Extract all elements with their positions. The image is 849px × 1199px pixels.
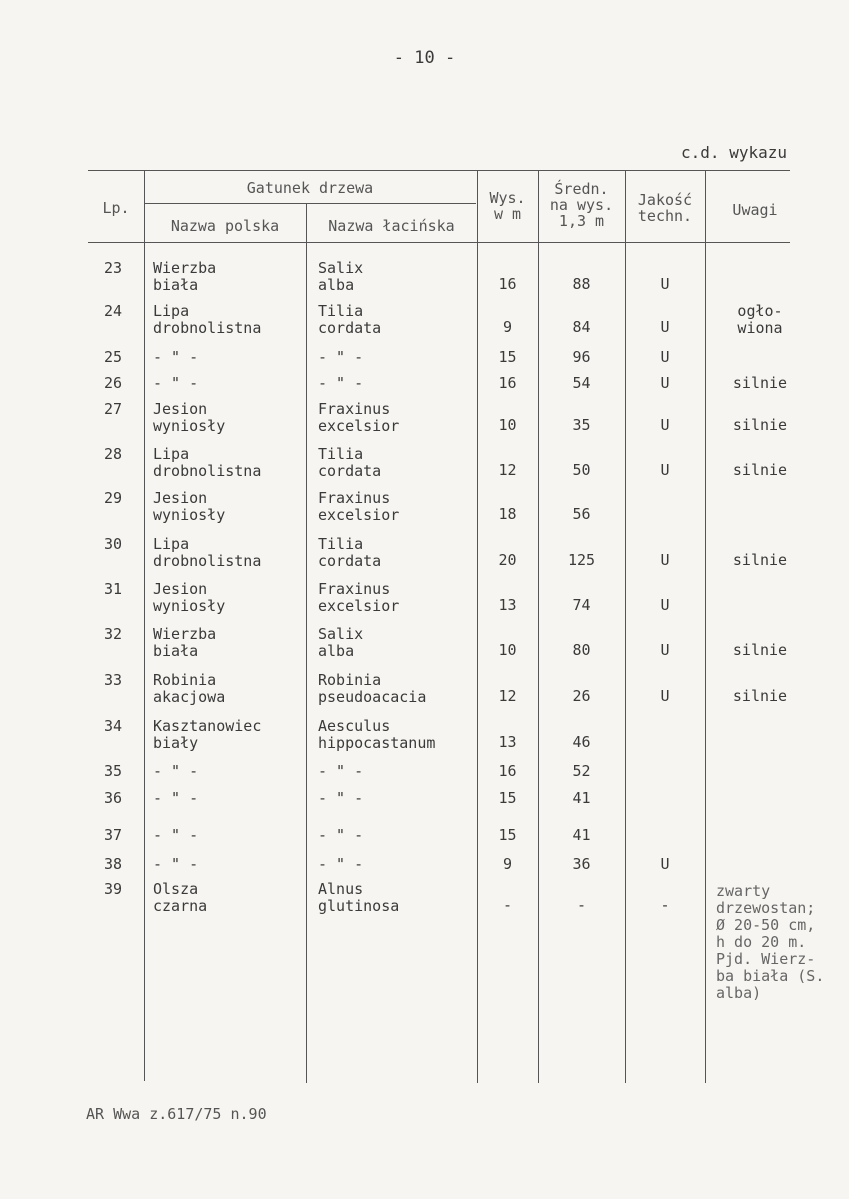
row-q: U (660, 318, 670, 336)
row-h: 12 (498, 687, 517, 705)
row-lat: Fraxinus excelsior (318, 580, 400, 615)
row-h: 18 (498, 505, 517, 523)
row-d: 54 (572, 374, 591, 392)
row-d: 41 (572, 789, 591, 807)
row-d: 46 (572, 733, 591, 751)
row-pl: Olsza czarna (153, 880, 208, 915)
row-lp: 26 (103, 374, 123, 392)
row-h: - (502, 896, 513, 914)
row-h: 12 (498, 461, 517, 479)
row-pl: - " - (153, 855, 199, 873)
row-h: 16 (498, 374, 517, 392)
row-r: ogło- wiona (737, 302, 783, 337)
row-h: 9 (502, 318, 513, 336)
row-h: 9 (502, 855, 513, 873)
row-lat: Fraxinus excelsior (318, 400, 400, 435)
row-pl: - " - (153, 789, 199, 807)
col-divider-polish (306, 203, 307, 1083)
row-d: 96 (572, 348, 591, 366)
row-lat: Aesculus hippocastanum (318, 717, 436, 752)
row-d: - (576, 896, 587, 914)
row-lp: 37 (103, 826, 123, 844)
row-lp: 34 (103, 717, 123, 735)
row-r: silnie (732, 374, 788, 392)
row-lp: 23 (103, 259, 123, 277)
col-divider-diameter (625, 171, 626, 1083)
header-polish-name: Nazwa polska (170, 217, 280, 235)
row-pl: - " - (153, 348, 199, 366)
row-q: U (660, 461, 670, 479)
row-h: 10 (498, 416, 517, 434)
row-lp: 38 (103, 855, 123, 873)
row-pl: Jesion wyniosły (153, 400, 226, 435)
row-lp: 36 (103, 789, 123, 807)
row-lat: Alnus glutinosa (318, 880, 400, 915)
row-lp: 29 (103, 489, 123, 507)
row-d: 50 (572, 461, 591, 479)
col-divider-height (538, 171, 539, 1083)
row-h: 10 (498, 641, 517, 659)
row-d: 56 (572, 505, 591, 523)
row-h: 15 (498, 348, 517, 366)
row-pl: - " - (153, 826, 199, 844)
row-pl: Lipa drobnolistna (153, 302, 262, 337)
row-lp: 33 (103, 671, 123, 689)
row-lp: 30 (103, 535, 123, 553)
row-pl: Jesion wyniosły (153, 489, 226, 524)
continuation-note: c.d. wykazu (681, 143, 787, 162)
row-r: silnie (732, 461, 788, 479)
row-pl: - " - (153, 762, 199, 780)
row-lp: 32 (103, 625, 123, 643)
row-lp: 27 (103, 400, 123, 418)
row-h: 16 (498, 762, 517, 780)
row-pl: Lipa drobnolistna (153, 535, 262, 570)
row-lat: Tilia cordata (318, 535, 382, 570)
row-d: 125 (567, 551, 596, 569)
row-pl: Lipa drobnolistna (153, 445, 262, 480)
col-divider-lp (144, 171, 145, 1081)
row-q: U (660, 596, 670, 614)
archive-footer: AR Wwa z.617/75 n.90 (86, 1105, 267, 1123)
header-height-line1: Wys. (489, 189, 526, 207)
header-bottom-rule (88, 242, 790, 243)
top-rule (88, 170, 790, 171)
row-pl: - " - (153, 374, 199, 392)
row-r: silnie (732, 551, 788, 569)
row-d: 88 (572, 275, 591, 293)
row-q: U (660, 687, 670, 705)
row-lat: Tilia cordata (318, 302, 382, 337)
row-lat: Salix alba (318, 259, 364, 294)
row-pl: Robinia akacjowa (153, 671, 226, 706)
row-r: silnie (732, 641, 788, 659)
header-quality-line1: Jakość (637, 191, 693, 209)
row-lat: Robinia pseudoacacia (318, 671, 427, 706)
row-lp: 24 (103, 302, 123, 320)
header-latin-name: Nazwa łacińska (328, 217, 455, 235)
row-pl: Wierzba biała (153, 259, 217, 294)
row-q: - (660, 896, 670, 914)
row-d: 41 (572, 826, 591, 844)
row-pl: Wierzba biała (153, 625, 217, 660)
row-lp: 25 (103, 348, 123, 366)
row-h: 15 (498, 789, 517, 807)
row-lp: 28 (103, 445, 123, 463)
header-height (477, 190, 538, 222)
header-diameter-line3: 1,3 m (558, 212, 605, 230)
row-d: 80 (572, 641, 591, 659)
row-d: 35 (572, 416, 591, 434)
row-lat: - " - (318, 855, 364, 873)
row-pl: Kasztanowiec biały (153, 717, 262, 752)
row-lp: 31 (103, 580, 123, 598)
row-lat: - " - (318, 789, 364, 807)
header-lp: Lp. (102, 199, 130, 217)
page-number: - 10 - (393, 48, 456, 68)
row-lat: Salix alba (318, 625, 364, 660)
header-diameter (538, 181, 625, 229)
row-h: 15 (498, 826, 517, 844)
header-species-group: Gatunek drzewa (246, 179, 374, 197)
row-d: 36 (572, 855, 591, 873)
row-h: 20 (498, 551, 517, 569)
row-lp: 35 (103, 762, 123, 780)
row-d: 52 (572, 762, 591, 780)
row-q: U (660, 416, 670, 434)
row-q: U (660, 641, 670, 659)
row-h: 16 (498, 275, 517, 293)
header-quality (625, 192, 705, 224)
row-d: 26 (572, 687, 591, 705)
row-h: 13 (498, 596, 517, 614)
row-r: silnie (732, 687, 788, 705)
row-lat: - " - (318, 826, 364, 844)
header-diameter-line1: Średn. (554, 180, 609, 198)
col-divider-latin (477, 171, 478, 1083)
row-lat: - " - (318, 374, 364, 392)
row-r: silnie (732, 416, 788, 434)
row-lat: Tilia cordata (318, 445, 382, 480)
row-q: U (660, 551, 670, 569)
row-lat: - " - (318, 762, 364, 780)
group-header-rule (144, 203, 476, 204)
row-lat: - " - (318, 348, 364, 366)
row-h: 13 (498, 733, 517, 751)
row-39-remark: zwarty drzewostan; Ø 20-50 cm, h do 20 m. Pjd. Wierz- ba biała (S. alba) (716, 882, 825, 1002)
header-diameter-line2: na wys. (549, 196, 614, 214)
row-lat: Fraxinus excelsior (318, 489, 400, 524)
row-lp: 39 (103, 880, 123, 898)
header-quality-line2: techn. (637, 207, 693, 225)
row-q: U (660, 374, 670, 392)
row-pl: Jesion wyniosły (153, 580, 226, 615)
row-q: U (660, 348, 670, 366)
header-remarks: Uwagi (732, 201, 778, 219)
header-height-line2: w m (493, 205, 522, 223)
row-q: U (660, 275, 670, 293)
row-d: 84 (572, 318, 591, 336)
row-d: 74 (572, 596, 591, 614)
row-q: U (660, 855, 670, 873)
